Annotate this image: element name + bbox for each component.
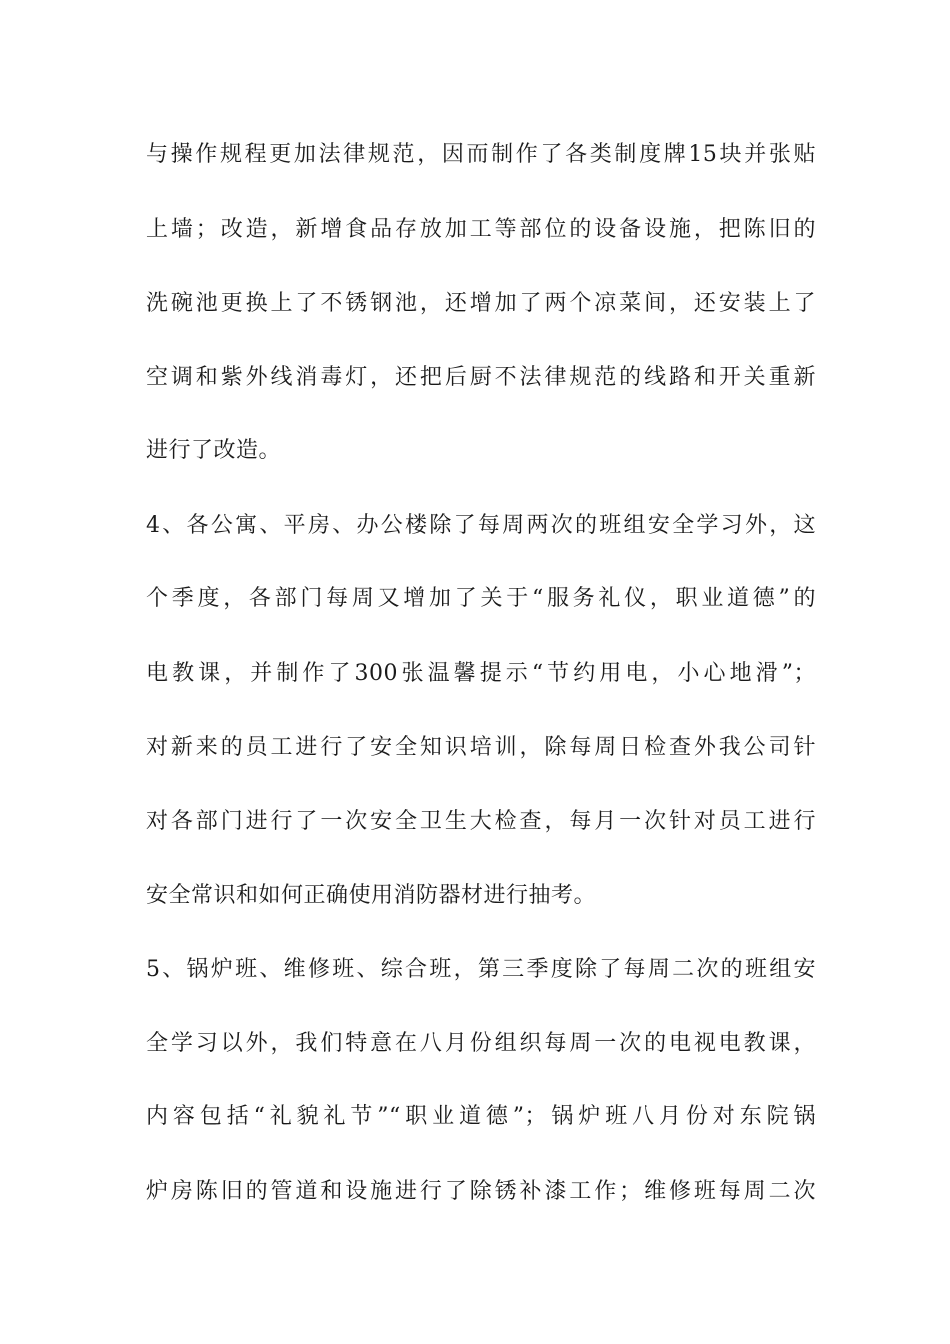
text-line: 安全常识和如何正确使用消防器材进行抽考。 xyxy=(146,883,597,908)
text-line: 与操作规程更加法律规范，因而制作了各类制度牌15块并张贴 xyxy=(146,142,816,167)
text-line: 进行了改造。 xyxy=(146,438,282,463)
text-line: 对新来的员工进行了安全知识培训，除每周日检查外我公司针 xyxy=(146,735,816,760)
text-line: 对各部门进行了一次安全卫生大检查，每月一次针对员工进行 xyxy=(146,809,816,834)
text-line: 洗碗池更换上了不锈钢池，还增加了两个凉菜间，还安装上了 xyxy=(146,291,816,316)
text-line: 全学习以外，我们特意在八月份组织每周一次的电视电教课， xyxy=(146,1031,816,1056)
text-line: 空调和紫外线消毒灯，还把后厨不法律规范的线路和开关重新 xyxy=(146,365,816,390)
text-line: 内容包括“礼貌礼节”“职业道德”；锅炉班八月份对东院锅 xyxy=(146,1104,816,1129)
text-line: 电教课，并制作了300张温馨提示“节约用电，小心地滑”； xyxy=(146,661,816,686)
text-line: 5、锅炉班、维修班、综合班，第三季度除了每周二次的班组安 xyxy=(146,957,816,982)
text-line: 4、各公寓、平房、办公楼除了每周两次的班组安全学习外，这 xyxy=(146,513,816,538)
text-line: 炉房陈旧的管道和设施进行了除锈补漆工作；维修班每周二次 xyxy=(146,1179,816,1204)
text-line: 上墙；改造，新增食品存放加工等部位的设备设施，把陈旧的 xyxy=(146,217,816,242)
text-line: 个季度，各部门每周又增加了关于“服务礼仪，职业道德”的 xyxy=(146,586,816,611)
